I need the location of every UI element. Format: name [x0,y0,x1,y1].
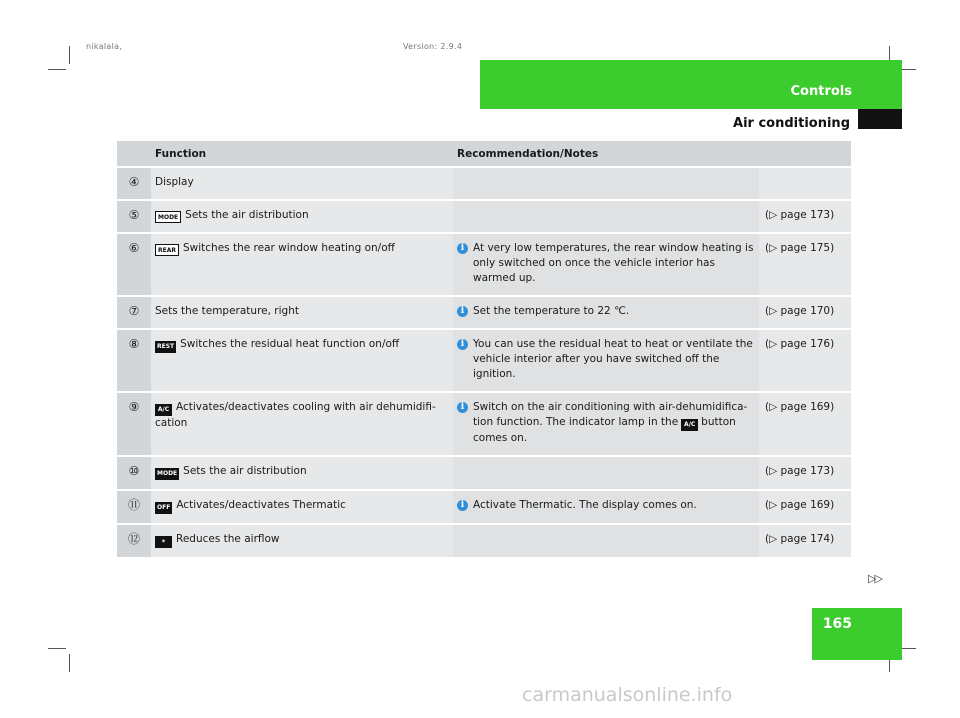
header-marker [858,109,902,129]
residual-heat-icon: REST [155,341,176,353]
page-reference[interactable]: (▷ page 173) [759,456,851,490]
table-row [117,524,851,558]
function-text: Reduces the airflow [176,533,280,545]
row-note [453,524,759,558]
row-function [151,233,453,296]
info-icon: i [457,500,468,511]
row-number: ⑫ [117,524,151,558]
function-text: Activates/deactivates cooling with air dehumidifi-cation [155,401,436,429]
row-number: ⑪ [117,490,151,524]
crop-mark [69,46,70,64]
row-note [453,200,759,233]
page-reference[interactable]: (▷ page 174) [759,524,851,558]
watermark: carmanualsonline.info [522,684,733,706]
table-row [117,329,851,392]
rear-window-heating-icon: REAR [155,244,179,256]
page-reference[interactable]: (▷ page 175) [759,233,851,296]
row-note [453,233,759,296]
header-page [759,141,851,167]
function-text: Switches the residual heat function on/off [180,338,400,350]
page-reference[interactable]: (▷ page 173) [759,200,851,233]
crop-mark [48,648,66,649]
row-number: ⑤ [117,200,151,233]
mode-button-icon: MODE [155,468,179,480]
function-text: Sets the air distribution [185,209,309,221]
header-notes: Recommendation/Notes [453,141,759,167]
page-subtitle: Air conditioning [733,116,850,131]
table-row [117,296,851,329]
row-function [151,490,453,524]
ac-button-icon: A/C [155,404,172,416]
row-number: ④ [117,167,151,200]
row-function [151,200,453,233]
row-function [151,392,453,456]
crop-mark [69,654,70,672]
function-table [117,141,851,559]
row-note [453,490,759,524]
function-text: Activates/deactivates Thermatic [176,499,346,511]
note-text: At very low temperatures, the rear window heating is only switched on once the vehicle interior has warmed up. [473,242,754,284]
table-row [117,167,851,200]
print-meta-right: Version: 2.9.4 [403,42,463,51]
function-text: Sets the air distribution [183,465,307,477]
header-num [117,141,151,167]
row-number: ⑦ [117,296,151,329]
off-button-icon: OFF [155,502,172,514]
row-function [151,167,453,200]
header-function: Function [151,141,453,167]
info-icon: i [457,243,468,254]
row-note [453,392,759,456]
page-reference[interactable]: (▷ page 169) [759,490,851,524]
row-number: ⑩ [117,456,151,490]
row-number: ⑥ [117,233,151,296]
row-number: ⑧ [117,329,151,392]
row-number: ⑨ [117,392,151,456]
row-function [151,329,453,392]
table-row [117,392,851,456]
note-text: button comes on. [473,416,736,444]
section-header [480,60,902,109]
next-page-arrow-icon[interactable]: ▷▷ [868,572,881,585]
ac-button-icon: A/C [681,419,698,431]
table-row [117,233,851,296]
note-text: Activate Thermatic. The display comes on. [473,499,697,511]
section-title: Controls [790,84,852,99]
table-row [117,490,851,524]
info-icon: i [457,339,468,350]
row-page [759,167,851,200]
crop-mark [48,69,66,70]
row-note [453,456,759,490]
fan-icon: ✶ [155,536,172,548]
row-note [453,296,759,329]
function-text: Display [155,176,194,188]
table-row [117,456,851,490]
function-text: Switches the rear window heating on/off [182,242,395,254]
info-icon: i [457,306,468,317]
row-function [151,456,453,490]
table-row [117,200,851,233]
mode-button-icon: MODE [155,211,181,223]
print-meta-left: nikalala, [86,42,123,51]
page-reference[interactable]: (▷ page 176) [759,329,851,392]
table-header-row [117,141,851,167]
note-text: You can use the residual heat to heat or ventilate the vehicle interior after you have switched off the ignition. [473,338,753,380]
row-function [151,296,453,329]
page-number-box [812,608,902,660]
row-function [151,524,453,558]
row-note [453,167,759,200]
function-text: Sets the temperature, right [155,305,299,317]
row-note [453,329,759,392]
page-reference[interactable]: (▷ page 169) [759,392,851,456]
info-icon: i [457,402,468,413]
page-reference[interactable]: (▷ page 170) [759,296,851,329]
note-text: Set the temperature to 22 ℃. [473,305,630,317]
page-number: 165 [822,616,852,632]
note-text: Switch on the air conditioning with air-dehumidifica-tion function. The indicator lamp in the [473,401,748,428]
